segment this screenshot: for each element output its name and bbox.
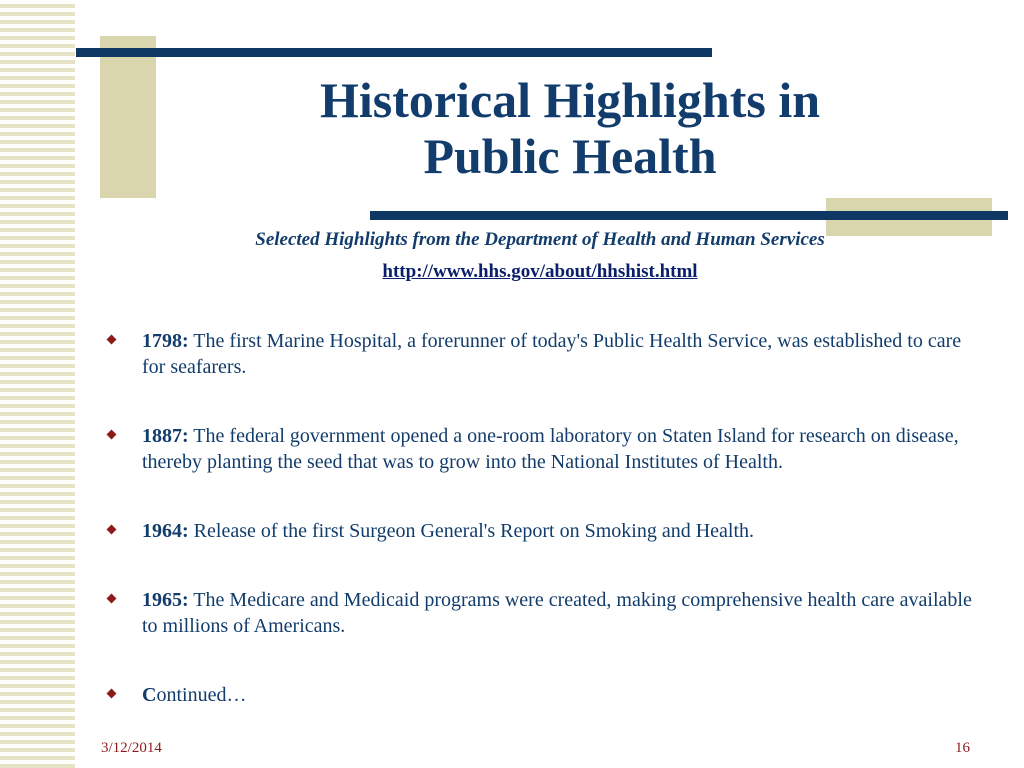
diamond-bullet-icon — [107, 335, 117, 345]
footer-date: 3/12/2014 — [101, 740, 162, 756]
highlight-year: 1965: — [142, 589, 189, 611]
slide-title — [160, 72, 980, 184]
diamond-bullet-icon — [107, 689, 117, 699]
highlight-year: 1798: — [142, 330, 189, 352]
hhs-history-link[interactable]: http://www.hhs.gov/about/hhshist.html — [382, 261, 698, 282]
highlight-text: The first Marine Hospital, a forerunner of today's Public Health Service, was established to care for seafarers. — [142, 330, 962, 378]
highlight-item-continued — [108, 682, 988, 708]
highlights-list — [108, 328, 988, 751]
highlight-text: The federal government opened a one-room laboratory on Staten Island for research on disease, thereby planting the seed that was to grow into the National Institutes of Health. — [142, 425, 959, 473]
navy-bar-top — [76, 48, 712, 57]
highlight-item-1965 — [108, 587, 988, 639]
striped-border-decoration — [0, 0, 75, 768]
highlight-year: 1964: — [142, 520, 189, 542]
navy-bar-middle — [370, 211, 1008, 220]
slide-page-number: 16 — [955, 740, 970, 756]
diamond-bullet-icon — [107, 594, 117, 604]
continued-text: ontinued… — [156, 684, 247, 706]
highlight-year: 1887: — [142, 425, 189, 447]
highlight-text: The Medicare and Medicaid programs were created, making comprehensive health care available to millions of Americans. — [142, 589, 972, 637]
diamond-bullet-icon — [107, 525, 117, 535]
highlight-item-1887 — [108, 423, 988, 475]
highlight-item-1964 — [108, 518, 988, 544]
highlight-text: Release of the first Surgeon General's Report on Smoking and Health. — [188, 520, 755, 542]
highlight-item-1798 — [108, 328, 988, 380]
slide-title-line-2: Public Health — [423, 128, 717, 184]
slide-title-line-1: Historical Highlights in — [319, 72, 821, 128]
continued-initial: C — [142, 684, 157, 706]
diamond-bullet-icon — [107, 430, 117, 440]
slide-subtitle: Selected Highlights from the Department of Health and Human Services — [255, 229, 825, 250]
tan-accent-block-left — [100, 36, 156, 198]
